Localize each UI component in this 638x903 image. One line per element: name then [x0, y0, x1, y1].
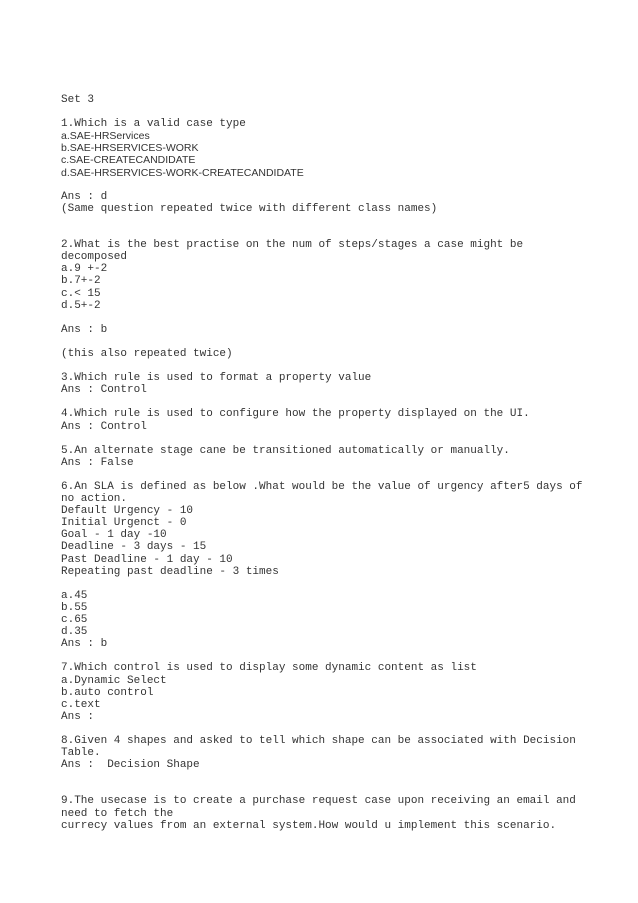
q1-option-d: d.SAE-HRSERVICES-WORK-CREATECANDIDATE — [61, 166, 304, 179]
q8-question-line1: 8.Given 4 shapes and asked to tell which shape can be associated with Decision — [61, 734, 576, 747]
q6-option-b: b.55 — [61, 601, 88, 614]
q6-option-a: a.45 — [61, 589, 88, 602]
q9-question-line1: 9.The usecase is to create a purchase request case upon receiving an email and — [61, 795, 576, 808]
q6-detail-repeating: Repeating past deadline - 3 times — [61, 565, 279, 578]
q9-question-line2: need to fetch the — [61, 807, 174, 820]
q7-option-a: a.Dynamic Select — [61, 674, 167, 687]
q7-question: 7.Which control is used to display some dynamic content as list — [61, 662, 477, 675]
q2-option-c: c.< 15 — [61, 287, 101, 300]
q6-question-line1: 6.An SLA is defined as below .What would be the value of urgency after5 days of — [61, 481, 583, 493]
q2-option-d: d.5+-2 — [61, 299, 101, 312]
q7-answer: Ans : — [61, 710, 95, 723]
q6-answer: Ans : b — [61, 638, 108, 651]
q2-question-line1: 2.What is the best practise on the num of steps/stages a case might be — [61, 239, 524, 252]
q3-answer: Ans : Control — [61, 384, 147, 397]
set-title: Set 3 — [61, 94, 95, 106]
q7-option-c: c.text — [61, 698, 101, 711]
q1-option-c: c.SAE-CREATECANDIDATE — [61, 154, 196, 167]
q2-option-a: a.9 +-2 — [61, 263, 108, 276]
q1-note: (Same question repeated twice with different class names) — [61, 202, 438, 215]
q6-detail-past-deadline: Past Deadline - 1 day - 10 — [61, 553, 233, 566]
q1-question: 1.Which is a valid case type — [61, 118, 246, 131]
q2-answer: Ans : b — [61, 323, 108, 336]
q6-detail-initial-urgency: Initial Urgenct - 0 — [61, 517, 187, 530]
q5-answer: Ans : False — [61, 456, 134, 469]
q2-option-b: b.7+-2 — [61, 275, 101, 288]
q7-option-b: b.auto control — [61, 686, 154, 699]
q8-answer: Ans : Decision Shape — [61, 759, 200, 772]
q1-answer: Ans : d — [61, 190, 108, 203]
q6-detail-goal: Goal - 1 day -10 — [61, 529, 167, 542]
q8-question-line2: Table. — [61, 747, 101, 760]
q2-note: (this also repeated twice) — [61, 347, 233, 360]
q3-question: 3.Which rule is used to format a property value — [61, 372, 372, 385]
q4-question: 4.Which rule is used to configure how the property displayed on the UI. — [61, 408, 530, 421]
q5-question: 5.An alternate stage cane be transitioned automatically or manually. — [61, 444, 510, 457]
q9-question-line3: currecy values from an external system.How would u implement this scenario. — [61, 819, 557, 832]
q6-option-d: d.35 — [61, 626, 88, 639]
q1-option-b: b.SAE-HRSERVICES-WORK — [61, 142, 199, 155]
q6-option-c: c.65 — [61, 614, 88, 627]
document-page — [61, 94, 621, 832]
q4-answer: Ans : Control — [61, 420, 147, 433]
q6-detail-deadline: Deadline - 3 days - 15 — [61, 541, 207, 554]
q6-detail-default-urgency: Default Urgency - 10 — [61, 505, 194, 518]
q1-option-a: a.SAE-HRServices — [61, 130, 150, 143]
q6-question-line2: no action. — [61, 493, 128, 506]
q2-question-line2: decomposed — [61, 251, 128, 264]
